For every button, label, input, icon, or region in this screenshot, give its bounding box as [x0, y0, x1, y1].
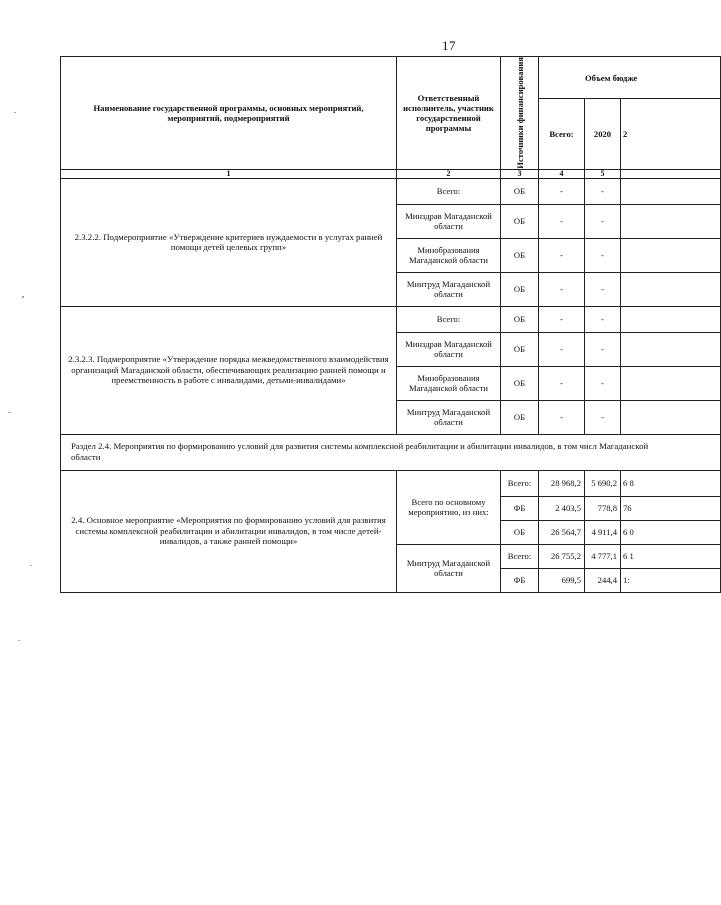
total-cell: - [539, 332, 585, 366]
scan-speck [8, 412, 11, 413]
year-next-cell: 76 [621, 496, 721, 520]
year-2020-cell: - [585, 178, 621, 204]
executor-cell: Минобразования Магаданской области [397, 366, 501, 400]
table-row [61, 178, 721, 204]
table-row [61, 470, 721, 496]
index-cell: 5 [585, 169, 621, 178]
budget-table [60, 56, 721, 593]
index-cell [621, 169, 721, 178]
year-next-cell: 6 8 [621, 470, 721, 496]
source-cell: ФБ [501, 496, 539, 520]
year-2020-cell: - [585, 238, 621, 272]
measure-2322-name: 2.3.2.2. Подмероприятие «Утверждение критериев нуждаемости в услугах ранней помощи детей целевых групп» [61, 178, 397, 306]
year-next-cell [621, 366, 721, 400]
source-cell: ОБ [501, 366, 539, 400]
year-2020-cell: - [585, 306, 621, 332]
header-year-next: 2 [621, 99, 721, 169]
year-2020-cell: - [585, 204, 621, 238]
budget-table-sheet [60, 56, 660, 586]
total-cell: - [539, 178, 585, 204]
scan-speck [18, 640, 20, 641]
year-2020-cell: - [585, 272, 621, 306]
measure-2323-name: 2.3.2.3. Подмероприятие «Утверждение порядка межведомственного взаимодействия организаций Магаданской области, обеспечивающих реализацию ранней помощи и преемственность в работе с инвалидами, детьми-инвалидами» [61, 306, 397, 434]
year-next-cell [621, 272, 721, 306]
total-cell: 699,5 [539, 568, 585, 592]
total-cell: 26 564,7 [539, 520, 585, 544]
total-cell: - [539, 306, 585, 332]
total-cell: - [539, 272, 585, 306]
executor-cell: Минтруд Магаданской области [397, 400, 501, 434]
year-2020-cell: 244,4 [585, 568, 621, 592]
page-number: 17 [442, 38, 456, 53]
source-cell: ОБ [501, 520, 539, 544]
header-total: Всего: [539, 99, 585, 169]
header-source-column [501, 57, 539, 170]
measure-24-name: 2.4. Основное мероприятие «Мероприятия по формированию условий для развития системы комплексной реабилитации и абилитации инвалидов, в том числе детей-инвалидов, а также ранней помощи» [61, 470, 397, 592]
column-index-row [61, 169, 721, 178]
year-next-cell: 1: [621, 568, 721, 592]
year-next-cell: 6 0 [621, 520, 721, 544]
total-cell: - [539, 400, 585, 434]
table-row [61, 306, 721, 332]
total-cell: - [539, 238, 585, 272]
year-next-cell: 6 1 [621, 544, 721, 568]
source-cell: ОБ [501, 332, 539, 366]
year-next-cell [621, 178, 721, 204]
year-2020-cell: 5 690,2 [585, 470, 621, 496]
total-cell: 2 403,5 [539, 496, 585, 520]
source-cell: ОБ [501, 204, 539, 238]
total-cell: 28 968,2 [539, 470, 585, 496]
year-2020-cell: - [585, 400, 621, 434]
scan-speck [14, 112, 16, 113]
index-cell: 3 [501, 169, 539, 178]
year-next-cell [621, 238, 721, 272]
executor-cell: Минздрав Магаданской области [397, 204, 501, 238]
executor-cell: Минобразования Магаданской области [397, 238, 501, 272]
year-2020-cell: 778,8 [585, 496, 621, 520]
year-2020-cell: - [585, 366, 621, 400]
year-2020-cell: 4 911,4 [585, 520, 621, 544]
executor-mintrud-group: Минтруд Магаданской области [397, 544, 501, 592]
index-cell: 1 [61, 169, 397, 178]
year-next-cell [621, 306, 721, 332]
header-name-column: Наименование государственной программы, основных мероприятий, мероприятий, подмероприятий [61, 57, 397, 170]
source-cell: ОБ [501, 272, 539, 306]
executor-total-group: Всего по основному мероприятию, из них: [397, 470, 501, 544]
source-cell: ОБ [501, 400, 539, 434]
source-cell: ФБ [501, 568, 539, 592]
scan-speck [22, 296, 24, 298]
source-cell: Всего: [501, 470, 539, 496]
scan-speck [30, 565, 32, 566]
year-2020-cell: - [585, 332, 621, 366]
header-year-2020: 2020 [585, 99, 621, 169]
year-next-cell [621, 332, 721, 366]
executor-cell: Всего: [397, 306, 501, 332]
source-cell: ОБ [501, 238, 539, 272]
index-cell: 4 [539, 169, 585, 178]
year-next-cell [621, 400, 721, 434]
section-2-4-title: Раздел 2.4. Мероприятия по формированию условий для развития системы комплексной реабилитации и абилитации инвалидов, в том числ Магаданской области [61, 434, 721, 470]
header-budget-column: Объем бюдже [539, 57, 721, 99]
executor-cell: Минздрав Магаданской области [397, 332, 501, 366]
year-2020-cell: 4 777,1 [585, 544, 621, 568]
section-row [61, 434, 721, 470]
total-cell: - [539, 366, 585, 400]
source-cell: ОБ [501, 306, 539, 332]
total-cell: 26 755,2 [539, 544, 585, 568]
total-cell: - [539, 204, 585, 238]
index-cell: 2 [397, 169, 501, 178]
header-executor-column: Ответственный исполнитель, участник государственной программы [397, 57, 501, 170]
source-cell: Всего: [501, 544, 539, 568]
header-source-label: Источники финансирования [514, 57, 525, 169]
year-next-cell [621, 204, 721, 238]
source-cell: ОБ [501, 178, 539, 204]
executor-cell: Всего: [397, 178, 501, 204]
executor-cell: Минтруд Магаданской области [397, 272, 501, 306]
